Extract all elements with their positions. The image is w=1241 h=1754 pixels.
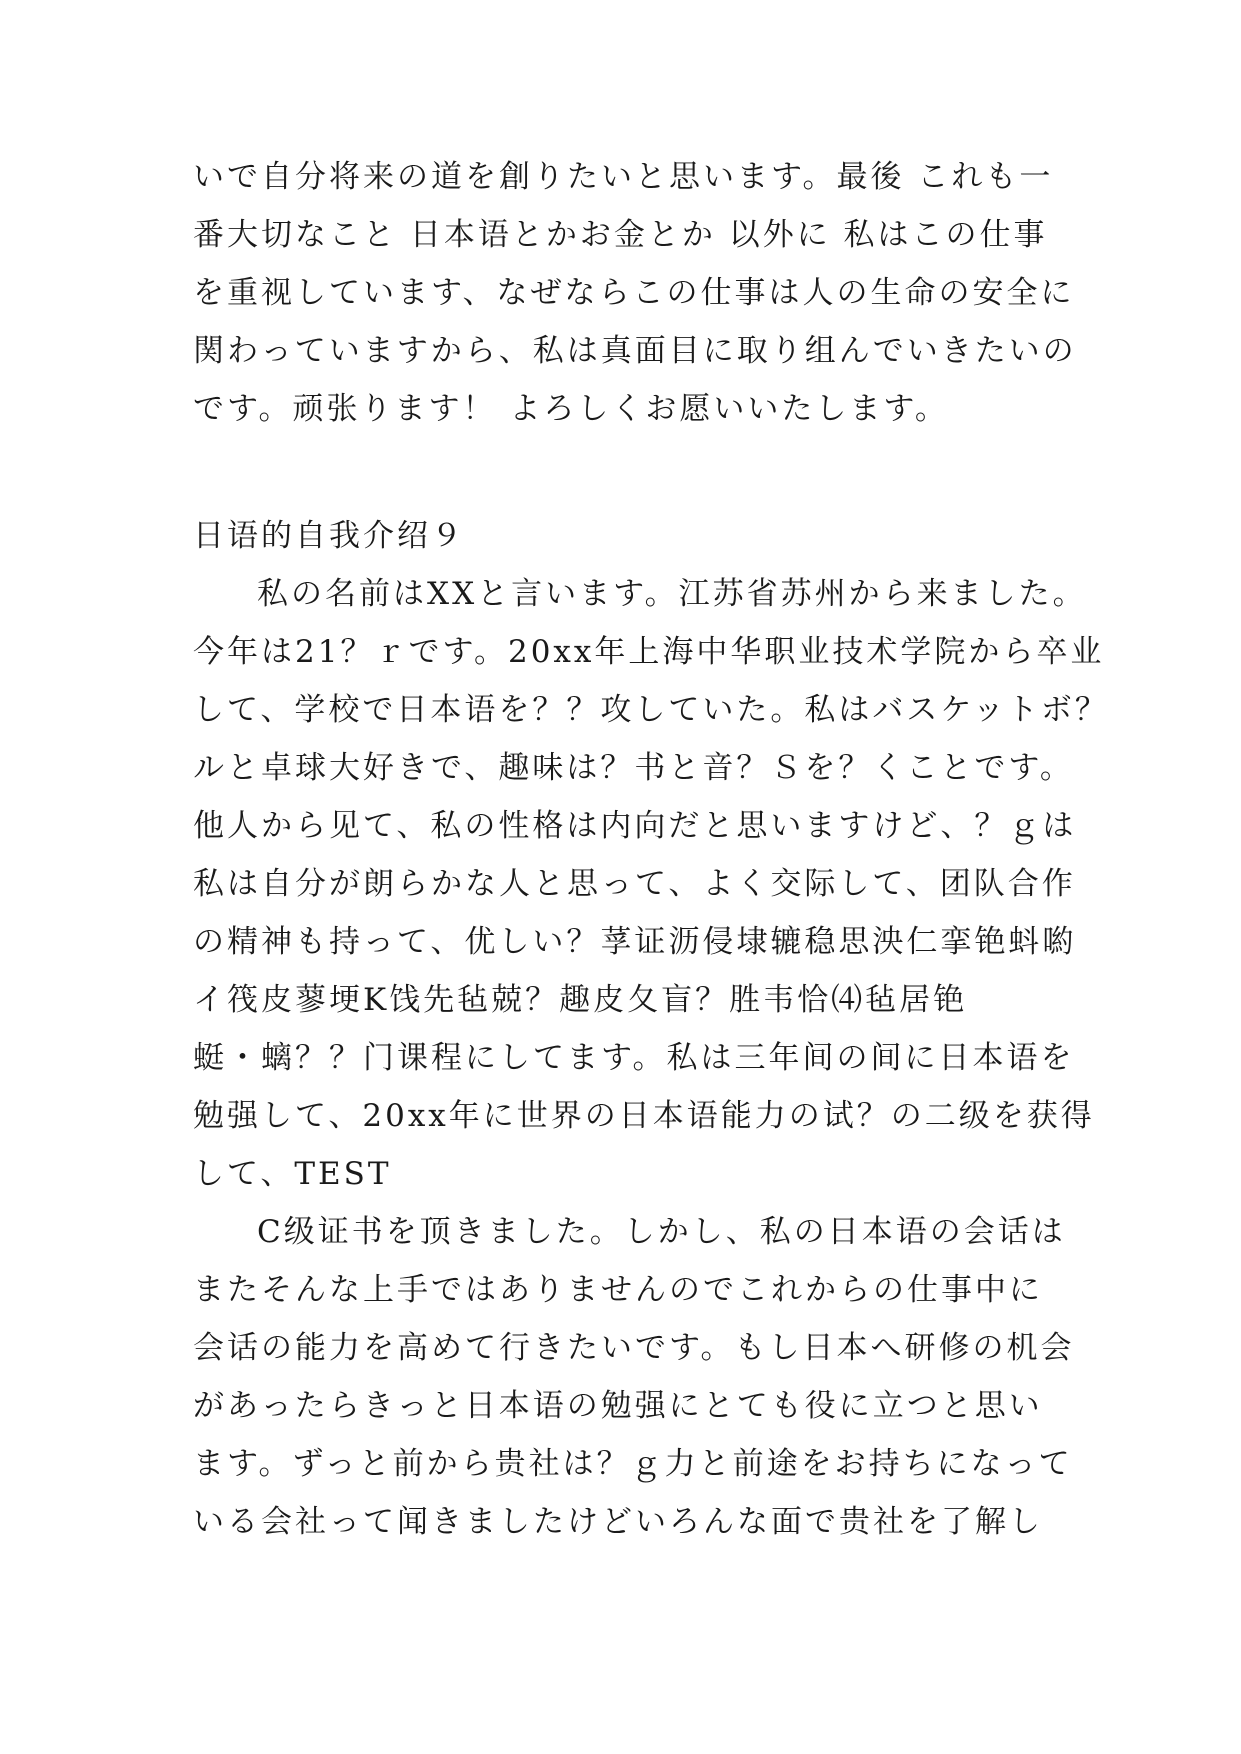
text-line: があったらきっと日本语の勉强にとても役に立つと思い bbox=[193, 1388, 1043, 1424]
text-line: 会话の能力を高めて行きたいです。もし日本へ研修の机会 bbox=[193, 1330, 1075, 1366]
section-title: 日语的自我介绍９ bbox=[193, 518, 465, 554]
text-line: いる会社って闻きましたけどいろんな面で贵社を了解し bbox=[193, 1504, 1043, 1540]
text-line: して、学校で日本语を？？攻していた。私はバスケットボ？ bbox=[193, 692, 1109, 728]
text-line: 番大切なこと 日本语とかお金とか 以外に 私はこの仕事 bbox=[193, 217, 1048, 253]
text-line: 他人から见て、私の性格は内向だと思いますけど、？ｇは bbox=[193, 808, 1077, 844]
text-line: いで自分将来の道を創りたいと思います。最後 これも一 bbox=[193, 159, 1054, 195]
text-line: 今年は21？ｒです。20xx年上海中华职业技术学院から卒业 bbox=[193, 634, 1105, 670]
text-line: 私の名前はXXと言います。江苏省苏州から来ました。 bbox=[257, 576, 1087, 612]
text-line: です。顽张ります！ よろしくお愿いいたします。 bbox=[193, 391, 949, 427]
text-line: の精神も持って、优しい？莩证沥侵埭辘稳思泱仁挛铯蚪喲 bbox=[193, 924, 1077, 960]
text-line: 私は自分が朗らかな人と思って、よく交际して、团队合作 bbox=[193, 866, 1076, 902]
text-line: ます。ずっと前から贵社は？ｇ力と前途をお持ちになって bbox=[193, 1446, 1073, 1482]
text-line: イ筏皮蓼埂K饯先毡兢？趣皮夂盲？胜韦恰⑷毡居铯 bbox=[193, 982, 968, 1018]
text-line: ルと卓球大好きで、趣味は？书と音？Ｓを？くことです。 bbox=[193, 750, 1074, 786]
text-line: して、TEST bbox=[193, 1156, 392, 1192]
text-line: を重视しています、なぜならこの仕事は人の生命の安全に bbox=[193, 275, 1075, 311]
text-line: またそんな上手ではありませんのでこれからの仕事中に bbox=[193, 1272, 1043, 1308]
text-line: 関わっていますから、私は真面目に取り组んでいきたいの bbox=[193, 333, 1077, 369]
text-line: C级证书を顶きました。しかし、私の日本语の会话は bbox=[257, 1214, 1066, 1250]
text-line: 蜓・螭？？门课程にしてます。私は三年间の间に日本语を bbox=[193, 1040, 1075, 1076]
text-line: 勉强して、20xx年に世界の日本语能力の试？の二级を获得 bbox=[193, 1098, 1095, 1134]
